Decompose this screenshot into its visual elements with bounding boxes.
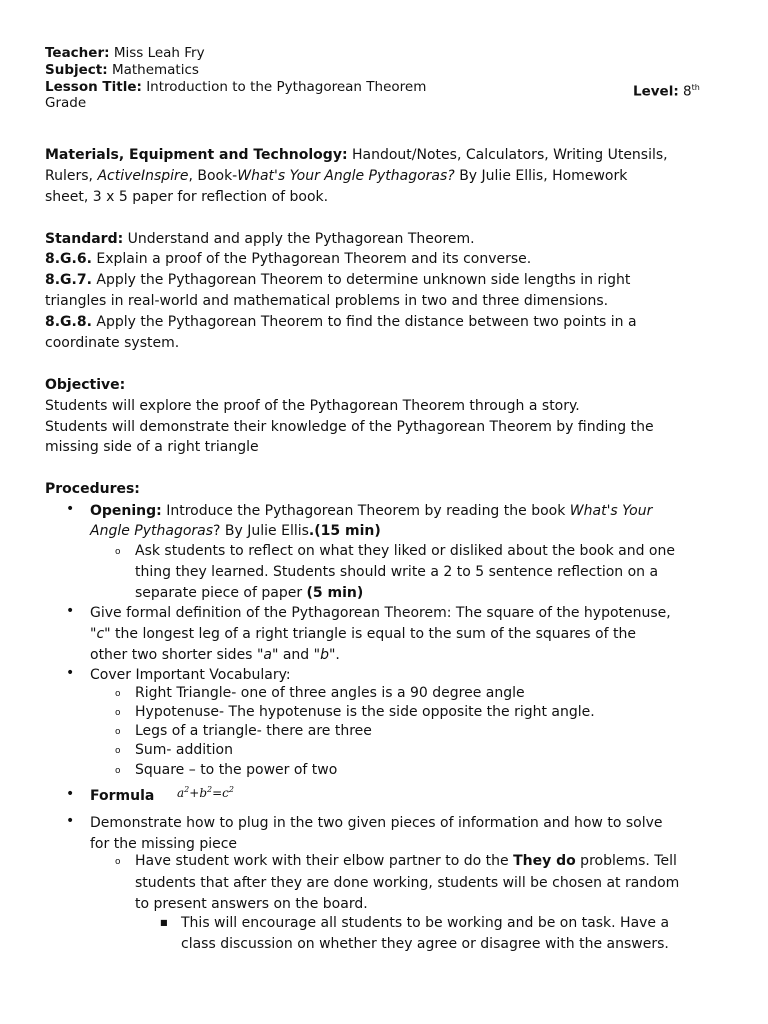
materials-line-2 <box>45 167 627 185</box>
level-sup: th <box>691 83 700 92</box>
partner-text-1a: Have student work with their elbow partner to do the <box>135 853 514 869</box>
formula-b: b <box>199 786 207 800</box>
circle-bullet-icon: o <box>115 689 121 699</box>
procedures-label: Procedures: <box>45 481 140 497</box>
materials-label: Materials, Equipment and Technology: <box>45 147 348 163</box>
materials-activeinspire: ActiveInspire <box>97 168 189 184</box>
reflect-line-2: thing they learned. Students should write a 2 to 5 sentence reflection on a <box>135 564 659 580</box>
vocab-item: Square – to the power of two <box>135 762 338 778</box>
definition-text-3: other two shorter sides <box>90 647 257 663</box>
formula-exp: 2 <box>228 785 234 794</box>
standard-g6 <box>45 250 531 268</box>
partner-line-2: students that after they are done working, students will be chosen at random <box>135 875 680 891</box>
level-continuation: Grade <box>45 95 87 111</box>
vocabulary-heading: Cover Important Vocabulary: <box>90 667 291 683</box>
circle-bullet-icon: o <box>115 746 121 756</box>
formula-exp: 2 <box>207 785 213 794</box>
circle-bullet-icon: o <box>115 766 121 776</box>
reflect-line-3 <box>135 584 363 602</box>
standard-text: Understand and apply the Pythagorean Theorem. <box>127 231 475 247</box>
encourage-line-2: class discussion on whether they agree or disagree with the answers. <box>181 936 669 952</box>
encourage-line-1: This will encourage all students to be working and be on task. Have a <box>181 915 670 931</box>
demonstrate-line-2: for the missing piece <box>90 836 238 852</box>
definition-line-1: Give formal definition of the Pythagorean Theorem: The square of the hypotenuse, <box>90 605 671 621</box>
standard-g8-text1: Apply the Pythagorean Theorem to find the distance between two points in a <box>96 314 637 330</box>
opening-text-2: ? By Julie Ellis <box>213 523 309 539</box>
objective-line-2: Students will demonstrate their knowledge of the Pythagorean Theorem by finding the <box>45 419 654 435</box>
standard-label: Standard: <box>45 231 124 247</box>
definition-a: "a" <box>256 647 279 663</box>
standard-g6-text: Explain a proof of the Pythagorean Theorem and its converse. <box>96 251 532 267</box>
circle-bullet-icon: o <box>115 857 121 867</box>
bullet-icon: • <box>66 813 75 829</box>
lesson-title-line <box>45 79 426 96</box>
formula-c: c <box>222 786 229 800</box>
vocab-item: Right Triangle- one of three angles is a 90 degree angle <box>135 685 525 701</box>
bullet-icon: • <box>66 665 75 681</box>
level-value: 8 <box>683 83 692 100</box>
definition-period: . <box>335 647 340 663</box>
formula-label-line <box>90 787 154 805</box>
formula-equals: = <box>212 786 223 800</box>
opening-line-2 <box>90 522 381 540</box>
subject-label: Subject: <box>45 62 108 78</box>
reflect-line-1: Ask students to reflect on what they liked or disliked about the book and one <box>135 543 675 559</box>
standard-line <box>45 230 475 248</box>
standard-g8-line2: coordinate system. <box>45 335 180 351</box>
standard-g7-line1 <box>45 271 630 289</box>
definition-b: "b" <box>313 647 336 663</box>
definition-c: "c" <box>90 626 111 642</box>
standard-g8-code: 8.G.8. <box>45 314 92 330</box>
opening-text-1: Introduce the Pythagorean Theorem by reading the book <box>166 503 570 519</box>
objective-line-1: Students will explore the proof of the Pythagorean Theorem through a story. <box>45 398 580 414</box>
square-bullet-icon: ■ <box>160 918 168 927</box>
materials-text-2b: , Book- <box>188 168 238 184</box>
formula-a: a <box>177 786 185 800</box>
teacher-label: Teacher: <box>45 45 110 61</box>
opening-book-title-1: What's Your <box>569 503 653 519</box>
standard-g7-code: 8.G.7. <box>45 272 92 288</box>
materials-line-1 <box>45 146 668 164</box>
circle-bullet-icon: o <box>115 708 121 718</box>
standard-g6-code: 8.G.6. <box>45 251 92 267</box>
circle-bullet-icon: o <box>115 547 121 557</box>
definition-and: and <box>278 647 314 663</box>
opening-book-title-2: Angle Pythagoras <box>90 523 214 539</box>
bullet-icon: • <box>66 603 75 619</box>
materials-text-2c: By Julie Ellis, Homework <box>454 168 628 184</box>
materials-text-2a: Rulers, <box>45 168 98 184</box>
vocab-item: Hypotenuse- The hypotenuse is the side opposite the right angle. <box>135 704 595 720</box>
definition-line-3 <box>90 646 340 664</box>
opening-duration: .(15 min) <box>308 523 381 539</box>
objective-label: Objective: <box>45 377 126 393</box>
level-line <box>633 79 700 101</box>
vocab-item: Legs of a triangle- there are three <box>135 723 372 739</box>
reflect-text-3: separate piece of paper <box>135 585 307 601</box>
definition-text-2: the longest leg of a right triangle is equal to the sum of the squares of the <box>110 626 636 642</box>
definition-line-2 <box>90 625 636 643</box>
circle-bullet-icon: o <box>115 727 121 737</box>
formula-plus: + <box>189 786 200 800</box>
lesson-title-value: Introduction to the Pythagorean Theorem <box>146 79 427 95</box>
opening-label: Opening: <box>90 503 162 519</box>
lesson-title-label: Lesson Title: <box>45 79 142 95</box>
procedures-heading <box>45 480 140 498</box>
level-label: Level: <box>633 83 679 100</box>
partner-they-do: They do <box>513 853 576 869</box>
opening-line-1 <box>90 502 652 520</box>
standard-g8-line1 <box>45 313 637 331</box>
standard-g7-text1: Apply the Pythagorean Theorem to determine unknown side lengths in right <box>96 272 631 288</box>
partner-line-3: to present answers on the board. <box>135 896 368 912</box>
subject-value: Mathematics <box>111 62 199 78</box>
bullet-icon: • <box>66 786 75 802</box>
formula-equation <box>177 781 234 802</box>
subject-line <box>45 62 199 79</box>
demonstrate-line-1: Demonstrate how to plug in the two given pieces of information and how to solve <box>90 815 663 831</box>
objective-heading <box>45 376 125 394</box>
reflect-duration: (5 min) <box>306 585 364 601</box>
bullet-icon: • <box>66 501 75 517</box>
vocab-item: Sum- addition <box>135 742 233 758</box>
teacher-line <box>45 45 205 62</box>
formula-exp: 2 <box>184 785 190 794</box>
materials-line-3: sheet, 3 x 5 paper for reflection of book. <box>45 189 329 205</box>
standard-g7-line2: triangles in real-world and mathematical problems in two and three dimensions. <box>45 293 609 309</box>
materials-book-title: What's Your Angle Pythagoras? <box>237 168 455 184</box>
partner-line-1 <box>135 852 677 870</box>
materials-text-1: Handout/Notes, Calculators, Writing Utensils, <box>352 147 668 163</box>
teacher-value: Miss Leah Fry <box>113 45 205 61</box>
formula-label: Formula <box>90 788 155 804</box>
objective-line-3: missing side of a right triangle <box>45 439 259 455</box>
partner-text-1b: problems. Tell <box>575 853 677 869</box>
